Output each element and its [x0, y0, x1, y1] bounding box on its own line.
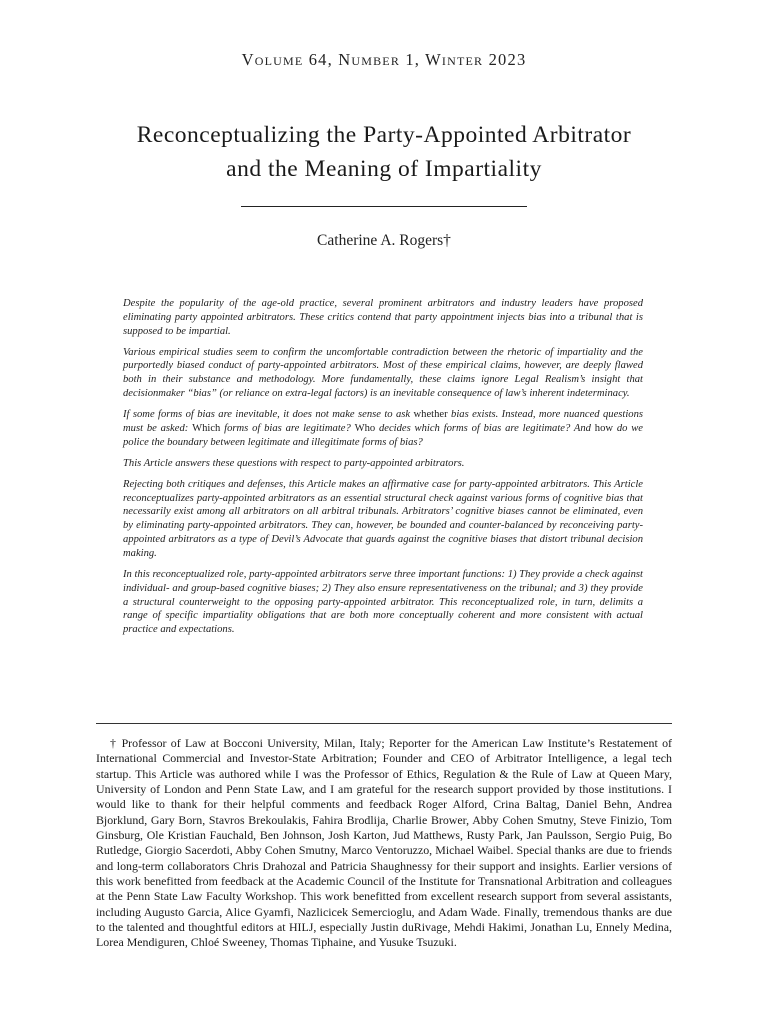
abstract — [123, 297, 643, 644]
author-name: Catherine A. Rogers† — [317, 232, 451, 249]
abstract-paragraph-2: Various empirical studies seem to confirm the uncomfortable contradiction between the rhetoric of impartiality and the purportedly biased conduct of party-appointed arbitrators. Most of these empirical claims, however, are deeply flawed both in their substance and methodology. More fundamentally, these claims ignore Legal Realism’s insight that decisionmaker “bias” (or reliance on extra-legal factors) is an inevitable consequence of law’s inherent indeterminacy. — [123, 346, 643, 400]
abstract-paragraph-6: In this reconceptualized role, party-appointed arbitrators serve three important functions: 1) They provide a check against individual- and group-based cognitive biases; 2) They also ensure representativeness on the tribunal; and 3) they provide a structural counterweight to the opposing party-appointed arbitrator. This reconceptualized role, in turn, delimits a range of specific impartiality obligations that are both more conceptually coherent and more consistent with actual practice and expectations. — [123, 568, 643, 636]
abstract-paragraph-1: Despite the popularity of the age-old practice, several prominent arbitrators and industry leaders have proposed eliminating party appointed arbitrators. These critics contend that party appointment injects bias into a tribunal that is supposed to be impartial. — [123, 298, 643, 337]
abstract-text: decides which forms of bias are legitimate? And — [375, 422, 595, 434]
journal-volume-header: Volume 64, Number 1, Winter 2023 — [241, 50, 527, 69]
abstract-paragraph-5: Rejecting both critiques and defenses, this Article makes an affirmative case for party-appointed arbitrators. This Article reconceptualizes party-appointed arbitrators as an essential structural check against various forms of cognitive bias that necessarily exist among all arbitrators on all arbitral tribunals. Arbitrators’ cognitive biases cannot be eliminated, even by eliminating party-appointed arbitrators. They can, however, be bounded and counter-balanced by reconceiving party-appointed arbitrators as a type of Devil’s Advocate that guards against the cognitive biases that distort tribunal decision making. — [123, 478, 643, 559]
abstract-emphasis: Who — [354, 422, 376, 434]
abstract-paragraph-4: This Article answers these questions with respect to party-appointed arbitrators. — [123, 457, 465, 469]
footnote-divider — [96, 723, 672, 724]
abstract-text: forms of bias are legitimate? — [220, 422, 355, 434]
abstract-emphasis: Which — [192, 422, 221, 434]
abstract-emphasis: how — [594, 422, 614, 434]
abstract-text: If some forms of bias are inevitable, it does not make sense to ask — [123, 409, 414, 421]
author-footnote — [96, 736, 672, 951]
article-title-line-2: and the Meaning of Impartiality — [226, 156, 542, 182]
abstract-emphasis: whether — [413, 409, 448, 421]
abstract-paragraph-3 — [123, 408, 643, 450]
title-divider — [241, 206, 527, 207]
article-title — [60, 118, 708, 186]
abstract-text: do we police the boundary between legitimate and illegitimate forms of bias? — [123, 422, 643, 448]
article-title-line-1: Reconceptualizing the Party-Appointed Arbitrator — [136, 122, 632, 148]
footnote-text: † Professor of Law at Bocconi University, Milan, Italy; Reporter for the American Law Institute’s Restatement of International Commercial and Investor-State Arbitration; Founder and CEO of Arbitrator Intelligence, a legal tech startup. This Article was authored while I was the Professor of Ethics, Regulation & the Rule of Law at Queen Mary, University of London and Penn State Law, and I am grateful for the research support provided by those institutions. I would like to thank for their helpful comments and feedback Roger Alford, Crina Baltag, Daniel Behn, Andrea Bjorklund, Gary Born, Stavros Brekoulakis, Fahira Brodlija, Charlie Brower, Abby Cohen Smutny, Steve Finizio, Tom Ginsburg, Ole Kristian Fauchald, Ben Johnson, Josh Karton, Jud Matthews, Rusty Park, Jan Paulsson, Sergio Puig, Bo Rutledge, Giorgio Sacerdoti, Abby Cohen Smutny, Marco Ventoruzzo, Michael Waibel. Special thanks are due to friends and long-term collaborators Chris Drahozal and Patricia Shaughnessy for their support and insights. Earlier versions of this work benefitted from feedback at the Academic Council of the Institute for Transnational Arbitration and colleagues at the Penn State Law Faculty Workshop. This work benefitted from excellent research support from several assistants, including Augusto Garcia, Alice Gyamfi, Nazlicicek Semercioglu, and Adam Wade. Finally, tremendous thanks are due to the talented and thoughtful editors at HILJ, especially Justin duRivage, Mehdi Hakimi, Jonathan Lu, Ennely Medina, Lorea Mendiguren, Chloé Sweeney, Thomas Tiphaine, and Yusuke Tsuzuki. — [96, 736, 672, 950]
abstract-text: bias exists. Instead, more nuanced questions must be asked: — [123, 409, 643, 434]
